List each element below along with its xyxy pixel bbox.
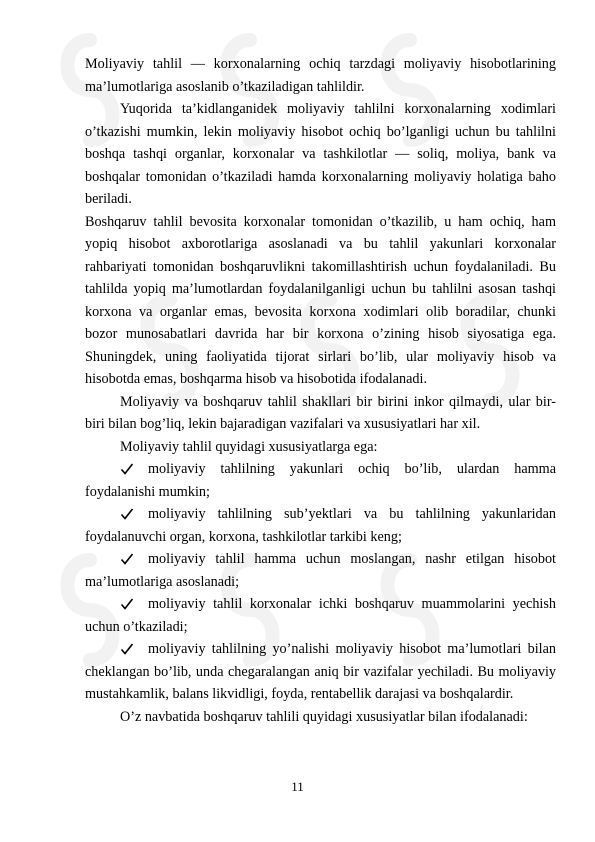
features-list — [85, 458, 556, 706]
checkmark-icon — [120, 458, 134, 480]
list-item — [85, 638, 556, 706]
paragraph-definition: Moliyaviy tahlil — korxonalarning ochiq tarzdagi moliyaviy hisobotlarining ma’lumotlariga asoslanib o’tkaziladigan tahlildir. — [85, 56, 556, 95]
paragraph-forms-relation: Moliyaviy va boshqaruv tahlil shakllari bir birini inkor qilmaydi, ular bir-biri bilan bog’liq, lekin bajaradigan vazifalari va xususiyatlari har xil. — [85, 393, 556, 432]
list-item — [85, 548, 556, 593]
checkmark-icon — [120, 548, 134, 570]
paragraph-management-features-intro: O’z navbatida boshqaruv tahlili quyidagi xususiyatlar bilan ifodalanadi: — [120, 708, 528, 725]
paragraph-management-analysis: Boshqaruv tahlil bevosita korxonalar tomonidan o’tkazilib, u ham ochiq, ham yopiq hisobot axborotlariga asoslanadi va bu tahlil yakunlari korxonalar rahbariyati tomonidan boshqaruvlikni takomillashtirish uchun foydalaniladi. Bu tahlilda yopiq ma’lumotlardan foydalanilganligi uchun bu tahlilni asosan tashqi korxona va organlar emas, bevosita korxona xodimlari olib boradilar, chunki bozor munosabatlari davrida har bir korxona o’zining hisob siyosatiga ega. Shuningdek, uning faoliyatida tijorat sirlari bo’lib, ular moliyaviy hisob va hisobotda emas, boshqarma hisob va hisobotida ifodalanadi. — [85, 213, 556, 387]
checkmark-icon — [120, 593, 134, 615]
list-item-text: moliyaviy tahlilning sub’yektlari va bu tahlilning yakunlaridan foydalanuvchi organ, korxona, tashkilotlar tarkibi keng; — [85, 506, 556, 545]
list-item-text: moliyaviy tahlil hamma uchun moslangan, nashr etilgan hisobot ma’lumotlariga asoslanadi; — [85, 551, 556, 590]
list-item — [85, 503, 556, 548]
list-item-text: moliyaviy tahlilning yo’nalishi moliyaviy hisobot ma’lumotlari bilan cheklangan bo’lib, unda chegaralangan aniq bir vazifalar yechiladi. Bu moliyaviy mustahkamlik, balans likvidligi, foyda, rentabellik darajasi va boshqalardir. — [85, 641, 556, 702]
paragraph-features-intro: Moliyaviy tahlil quyidagi xususiyatlarga ega: — [120, 438, 378, 455]
document-body — [85, 53, 556, 728]
page-number: 11 — [291, 779, 304, 794]
checkmark-icon — [120, 503, 134, 525]
list-item — [85, 593, 556, 638]
list-item-text: moliyaviy tahlilning yakunlari ochiq bo’lib, ulardan hamma foydalanishi mumkin; — [85, 461, 556, 500]
list-item-text: moliyaviy tahlil korxonalar ichki boshqaruv muammolarini yechish uchun o’tkaziladi; — [85, 596, 556, 635]
checkmark-icon — [120, 638, 134, 660]
list-item — [85, 458, 556, 503]
paragraph-external-analysis: Yuqorida ta’kidlanganidek moliyaviy tahlilni korxonalarning xodimlari o’tkazishi mumkin, lekin moliyaviy hisobot ochiq bo’lganligi uchun bu tahlilni boshqa tashqi organlar, korxonalar va tashkilotlar — soliq, moliya, bank va boshqalar tomonidan o’tkaziladi hamda korxonalarning moliyaviy holatiga baho beriladi. — [85, 101, 556, 207]
